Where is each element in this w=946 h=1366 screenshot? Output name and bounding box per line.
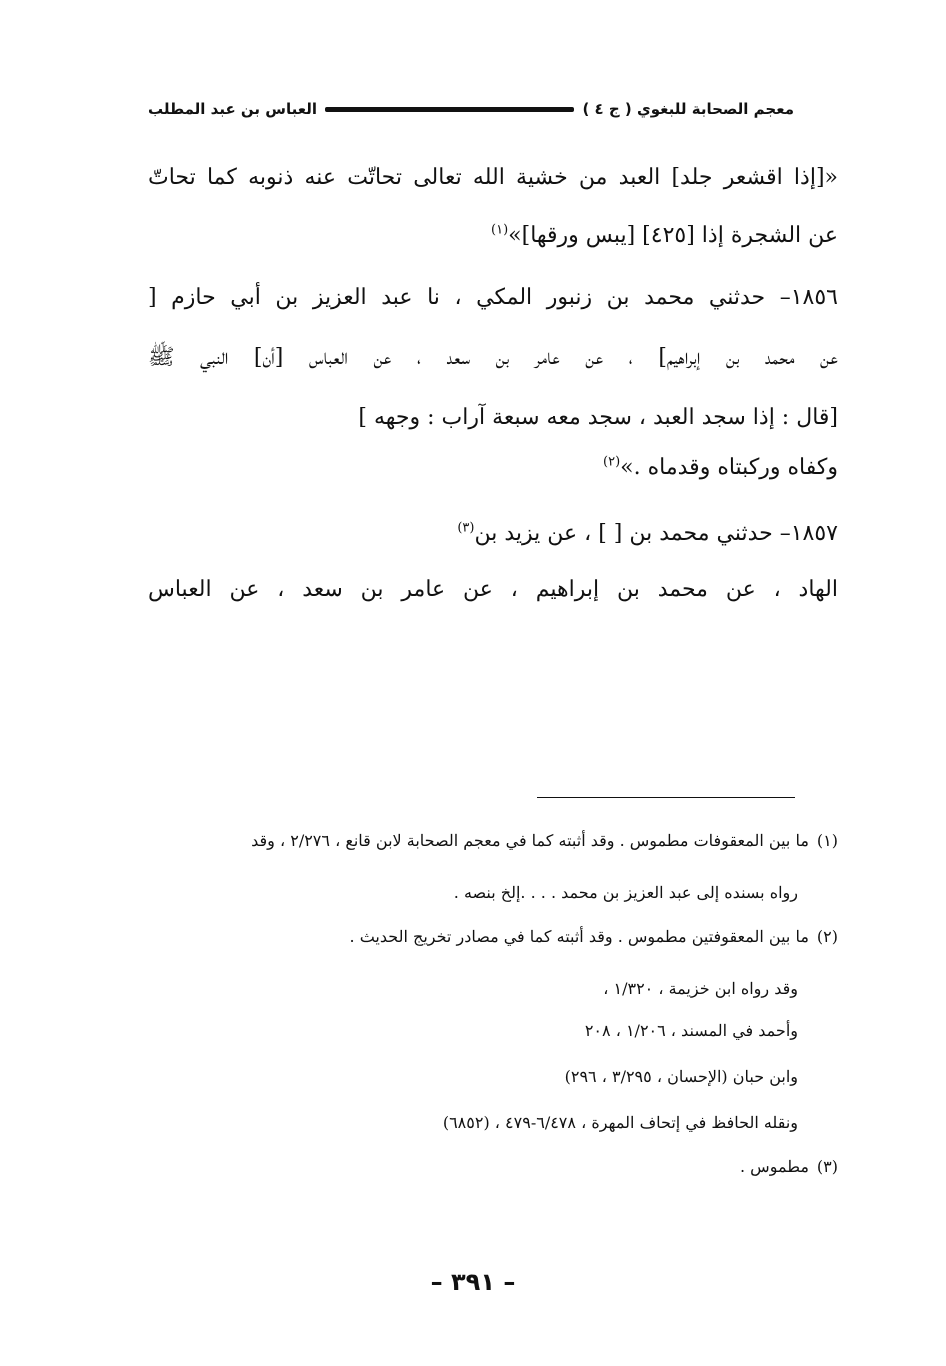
footnote-3 bbox=[108, 1152, 838, 1182]
footnote-1 bbox=[108, 826, 838, 856]
footnote-2-line-4 bbox=[108, 1062, 798, 1092]
footnote-number: (٣) bbox=[816, 1157, 838, 1176]
body-line-2 bbox=[148, 216, 838, 256]
body-line-7 bbox=[148, 514, 838, 554]
running-header bbox=[148, 96, 794, 122]
body-line-3 bbox=[148, 278, 838, 318]
header-rule bbox=[325, 107, 574, 112]
body-line-text: ١٨٥٦– حدثني محمد بن زنبور المكي ، نا عبد العزيز بن أبي حازم [ bbox=[148, 285, 838, 310]
footnote-separator bbox=[537, 797, 795, 798]
body-line-text: «[إذا اقشعر جلد] العبد من خشية الله تعالى تحاتّت عنه ذنوبه كما تحاتّ bbox=[148, 165, 838, 190]
footnote-marker: (١) bbox=[491, 222, 509, 238]
page-number: – ٣٩١ – bbox=[430, 1268, 516, 1296]
body-line-text: عن الشجرة إذا [٤٢٥] [يبس ورقها]» bbox=[508, 223, 838, 248]
footnote-text: ما بين المعقوفات مطموس . وقد أثبته كما في معجم الصحابة لابن قانع ، ٢/٢٧٦ ، وقد bbox=[251, 831, 809, 850]
footnote-text: وابن حبان (الإحسان ، ٣/٢٩٥ ، ٢٩٦) bbox=[564, 1067, 798, 1086]
footnote-marker: (٢) bbox=[603, 454, 621, 470]
footnote-2 bbox=[108, 922, 838, 952]
body-line-6 bbox=[148, 448, 838, 488]
footnote-2-line-3 bbox=[108, 1016, 798, 1046]
section-title: العباس بن عبد المطلب bbox=[148, 100, 317, 118]
footnote-2-line-2 bbox=[108, 974, 798, 1004]
body-line-text: ١٨٥٧– حدثني محمد بن [ ] ، عن يزيد بن bbox=[474, 521, 838, 546]
footnote-number: (٢) bbox=[816, 927, 838, 946]
footnote-number: (١) bbox=[816, 831, 838, 850]
footnote-text: ما بين المعقوفتين مطموس . وقد أثبته كما في مصادر تخريج الحديث . bbox=[349, 927, 809, 946]
footnote-2-line-5 bbox=[108, 1108, 798, 1138]
footnote-text: رواه بسنده إلى عبد العزيز بن محمد . . . .إلخ بنصه . bbox=[453, 883, 798, 902]
footnote-text: مطموس . bbox=[739, 1157, 809, 1176]
footnote-text: ونقله الحافظ في إتحاف المهرة ، ٦/٤٧٨-٤٧٩ ، (٦٨٥٢) bbox=[442, 1113, 798, 1132]
body-line-1 bbox=[148, 158, 838, 198]
body-line-text: عن محمد بن إبراهيم] ، عن عامر بن سعد ، عن العباس [أن] النبي ﷺ bbox=[148, 345, 838, 370]
body-line-5 bbox=[148, 398, 838, 438]
body-line-4 bbox=[148, 338, 838, 378]
footnote-1-continuation bbox=[108, 878, 798, 908]
footnote-text: وقد رواه ابن خزيمة ، ١/٣٢٠ ، bbox=[603, 979, 798, 998]
body-line-text: [قال : إذا سجد العبد ، سجد معه سبعة آراب : وجهه ] bbox=[358, 405, 838, 430]
footnote-marker: (٣) bbox=[457, 520, 475, 536]
footnote-text: وأحمد في المسند ، ١/٢٠٦ ، ٢٠٨ bbox=[584, 1021, 798, 1040]
book-title: معجم الصحابة للبغوي ( ج ٤ ) bbox=[582, 100, 794, 118]
body-line-8 bbox=[148, 570, 838, 610]
body-line-text: وكفاه وركبتاه وقدماه .» bbox=[620, 455, 838, 480]
body-line-text: الهاد ، عن محمد بن إبراهيم ، عن عامر بن سعد ، عن العباس bbox=[148, 577, 838, 602]
